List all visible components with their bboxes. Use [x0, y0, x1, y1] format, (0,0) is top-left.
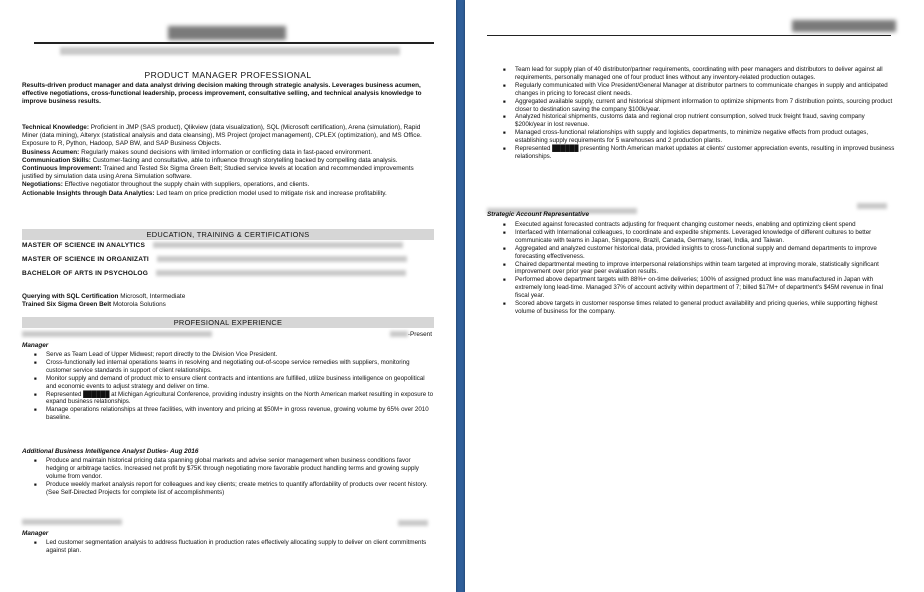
list-item: ■ Represented ██████ at Michigan Agricultural Conference, providing industry insights on the North American market resulting in exposure to expand business relationships.	[30, 391, 434, 407]
job2-header	[22, 519, 434, 528]
list-item: ■ Chaired departmental meeting to improve interpersonal relationships within team targeted at improving morale, statistically significant improvement over prior year peer evaluation results.	[499, 261, 895, 277]
resume-page-2	[465, 0, 924, 592]
page2-bullets-bottom	[499, 221, 895, 316]
summary: Results-driven product manager and data analyst driving decision making through strategic analysis. Leverages business acumen, effective negotiations, cross-functional leadership, process improvement, consultative selling, and technical analysis knowledge to improve business results.	[22, 82, 422, 106]
name-redacted-2	[792, 20, 896, 32]
list-item: ■ Analyzed historical shipments, customs data and regional crop nutrient consumption, solved truck freight fraud, saving company $200k/year in lost revenue.	[499, 113, 895, 129]
degree-2: MASTER OF SCIENCE IN ORGANIZATI	[22, 256, 434, 264]
cert-sixsigma: Trained Six Sigma Green Belt Motorola Solutions	[22, 301, 166, 309]
list-item: ■ Produce and maintain historical pricing data spanning global markets and advise senior management when business conditions favor hedging or arbitrage tactics. Increased net profit by $75K through negotiating more favorable product handling terms and growing supply volume from vendor.	[30, 457, 434, 481]
job1-header	[22, 331, 434, 340]
skill-business: Business Acumen: Regularly makes sound decisions with limited information or conflicting data in fast-paced environment.	[22, 148, 372, 156]
resume-page-1	[0, 0, 456, 592]
list-item: ■ Managed cross-functional relationships with supply and logistics departments, to minimize negative effects from product outages, establishing supply requirements for 5 warehouses and 2 production plants.	[499, 129, 895, 145]
list-item: ■ Scored above targets in customer response times related to general product availability and pricing queries, while supporting highest volume of business for the company.	[499, 300, 895, 316]
header-rule	[34, 42, 434, 44]
education-header: EDUCATION, TRAINING & CERTIFICATIONS	[22, 229, 434, 240]
list-item: ■ Executed against forecasted contracts adjusting for frequent changing customer needs, enabling and optimizing client spend	[499, 221, 895, 229]
job1-additional-role: Additional Business Intelligence Analyst Duties- Aug 2016	[22, 448, 199, 455]
list-item: ■ Produce weekly market analysis report for colleagues and key clients; create metrics to quantify affordability of products over recent history. (See Self-Directed Projects for complete list of accomplishments)	[30, 481, 434, 497]
experience-header: PROFESIONAL EXPERIENCE	[22, 317, 434, 328]
job1-bullets	[30, 351, 434, 422]
cert-sql: Querying with SQL Certification Microsoft, Intermediate	[22, 293, 186, 300]
contact-redacted	[60, 47, 400, 55]
degree-3: BACHELOR OF ARTS IN PSYCHOLOG	[22, 270, 434, 278]
list-item: ■ Cross-functionally led internal operations teams in resolving and negotiating out-of-scope service remedies with suppliers, monitoring customer service standards in support of client relationships.	[30, 359, 434, 375]
list-item: ■ Team lead for supply plan of 40 distributor/partner requirements, coordinating with peer managers and distributors to deliver against all requirements, personally managed one of four product lines without any inventory-related production outages.	[499, 66, 895, 82]
page-title: PRODUCT MANAGER PROFESSIONAL	[144, 70, 312, 80]
list-item: ■ Regularly communicated with Vice President/General Manager at distributor partners to communicate changes in supply and anticipated changes in pricing to forecast client needs.	[499, 82, 895, 98]
job3-role: Strategic Account Representative	[487, 211, 590, 218]
list-item: ■ Manage operations relationships at three facilities, with inventory and pricing at $50M+ in gross revenue, growing volume by 65% over 2010 baseline.	[30, 406, 434, 422]
list-item: ■ Serve as Team Lead of Upper Midwest; report directly to the Division Vice President.	[30, 351, 434, 359]
job3-header	[487, 202, 891, 210]
job2-role: Manager	[22, 530, 49, 537]
list-item: ■ Performed above department targets with 88%+ on-time deliveries; 100% of assigned product line was manufactured in Japan with extremely long lead-time. Managed 37% of account activity within department of 7; billed $17M+ of department's $45M revenue in final fiscal year.	[499, 276, 895, 300]
page2-bullets-top	[499, 66, 895, 161]
job1-role: Manager	[22, 342, 49, 349]
degree-1: MASTER OF SCIENCE IN ANALYTICS	[22, 242, 434, 250]
job2-bullets	[30, 539, 434, 555]
header-rule-2	[487, 35, 891, 36]
list-item: ■ Aggregated available supply, current and historical shipment information to optimize shipments from 7 distribution points, sourcing product closer to destination saving the company $100k/year.	[499, 98, 895, 114]
name-redacted	[168, 26, 286, 40]
job1-additional-bullets	[30, 457, 434, 497]
skill-communication: Communication Skills: Customer-facing and consultative, able to influence through storytelling backed by compelling data analysis.	[22, 156, 398, 164]
job1-date: -Present	[407, 331, 432, 338]
list-item: ■ Represented ██████ presenting North American market updates at clients' customer appreciation events, resulting in improved business relationships.	[499, 145, 895, 161]
list-item: ■ Interfaced with International colleagues, to coordinate and expedite shipments. Leveraged knowledge of different cultures to better communicate with teams in Japan, Singapore, Brazil, Canada, Germany, Israel, India, and Taiwan.	[499, 229, 895, 245]
skill-insights: Actionable Insights through Data Analytics: Led team on price prediction model used to mitigate risk and increase profitability.	[22, 189, 387, 197]
skill-improvement: Continuous Improvement: Trained and Tested Six Sigma Green Belt; Studied service levels at location and recommended improvements justified by simulation data using Arena Simulation software.	[22, 165, 414, 181]
list-item: ■ Led customer segmentation analysis to address fluctuation in production rates effectively allocating supply to deliver on client commitments against plan.	[30, 539, 434, 555]
list-item: ■ Aggregated and analyzed customer historical data, provided insights to cross-functional supply and demand departments to improve forecasting effectiveness.	[499, 245, 895, 261]
skill-negotiations: Negotiations: Effective negotiator throughout the supply chain with suppliers, operations, and clients.	[22, 181, 310, 189]
list-item: ■ Monitor supply and demand of product mix to ensure client contracts and intentions are fulfilled, utilize business intelligence on geopolitical and economic events to adjust strategy and deliver on time.	[30, 375, 434, 391]
skill-technical: Technical Knowledge: Proficient in JMP (SAS product), Qlikview (data visualization), SQL (Microsoft certification), Arena (simulation), Rapid Miner (data mining), Alteryx (statistical analysis and data cleansing), MS Project (project management), CPLEX (optimization), and MS Office. Exposure to R, Python, Hadoop, SAP BW, and SAP Business Objects.	[22, 124, 422, 148]
skills-list	[22, 124, 434, 198]
certifications	[22, 293, 434, 309]
